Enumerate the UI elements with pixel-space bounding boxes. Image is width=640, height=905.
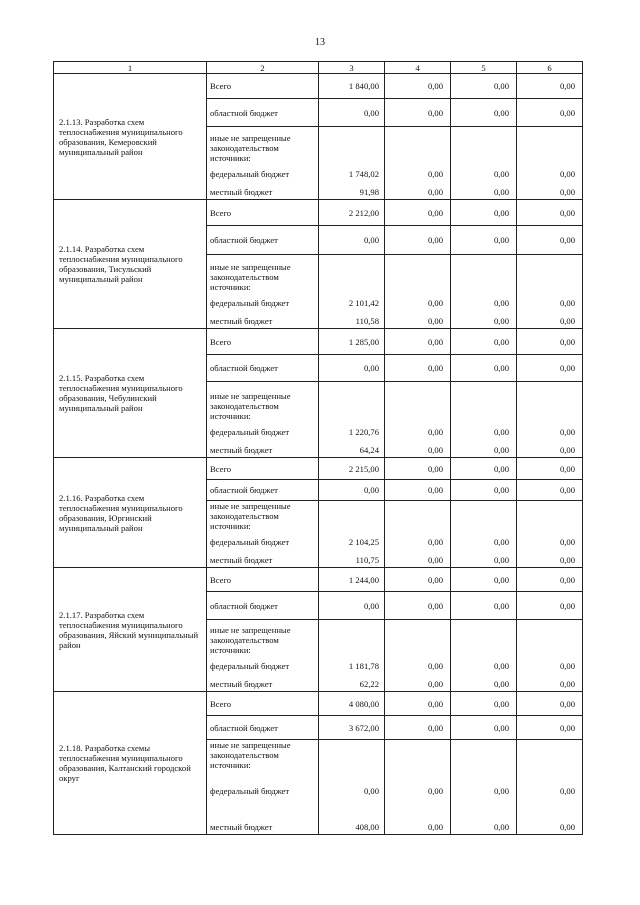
program-cell xyxy=(54,458,207,568)
local-amount: 0,00 xyxy=(493,187,509,197)
column-number: 4 xyxy=(385,62,451,74)
total-row xyxy=(54,568,583,592)
amount-stack-cell xyxy=(517,382,583,458)
federal-budget-label: федеральный бюджет xyxy=(210,298,290,308)
amount-cell: 0,00 xyxy=(451,568,517,592)
local-amount: 0,00 xyxy=(427,316,443,326)
amount-stack-cell xyxy=(451,501,517,568)
local-amount: 0,00 xyxy=(427,187,443,197)
amount-cell: 0,00 xyxy=(517,692,583,716)
source-label: Всего xyxy=(207,458,319,480)
funding-table xyxy=(53,61,583,835)
local-amount: 0,00 xyxy=(493,445,509,455)
amount-stack-cell xyxy=(385,620,451,692)
federal-amount: 0,00 xyxy=(559,661,575,671)
amount-stack-cell xyxy=(319,620,385,692)
federal-amount: 0,00 xyxy=(493,537,509,547)
federal-amount: 0,00 xyxy=(427,169,443,179)
local-amount: 0,00 xyxy=(493,555,509,565)
local-amount: 0,00 xyxy=(559,187,575,197)
amount-cell: 0,00 xyxy=(451,329,517,355)
other-sources-label: иные не запрещенные законодательством источники: xyxy=(210,501,291,531)
source-label: областной бюджет xyxy=(207,226,319,255)
federal-amount: 1 748,02 xyxy=(348,169,379,179)
amount-cell: 0,00 xyxy=(517,74,583,99)
program-cell xyxy=(54,329,207,458)
federal-amount: 1 181,78 xyxy=(348,661,379,671)
amount-cell: 0,00 xyxy=(451,200,517,226)
amount-cell: 0,00 xyxy=(517,226,583,255)
amount-cell: 0,00 xyxy=(517,592,583,620)
amount-cell: 0,00 xyxy=(451,355,517,382)
funding-table-body xyxy=(54,62,583,835)
source-label: областной бюджет xyxy=(207,716,319,740)
amount-cell: 0,00 xyxy=(385,200,451,226)
local-amount: 0,00 xyxy=(559,822,575,832)
program-cell xyxy=(54,200,207,329)
amount-cell: 0,00 xyxy=(385,74,451,99)
amount-stack-cell xyxy=(517,620,583,692)
amount-cell: 0,00 xyxy=(385,329,451,355)
amount-cell: 0,00 xyxy=(385,568,451,592)
column-number: 2 xyxy=(207,62,319,74)
amount-cell: 0,00 xyxy=(385,458,451,480)
federal-amount: 0,00 xyxy=(559,298,575,308)
source-label: Всего xyxy=(207,74,319,99)
total-row xyxy=(54,329,583,355)
column-number: 5 xyxy=(451,62,517,74)
local-budget-label: местный бюджет xyxy=(210,822,273,832)
source-label: областной бюджет xyxy=(207,355,319,382)
amount-stack-cell xyxy=(517,255,583,329)
amount-cell: 0,00 xyxy=(319,592,385,620)
amount-cell: 0,00 xyxy=(517,480,583,501)
local-amount: 0,00 xyxy=(427,445,443,455)
federal-amount: 0,00 xyxy=(493,661,509,671)
program-title: 2.1.16. Разработка схем теплоснабжения муниципального образования, Юргинский муниципальный район xyxy=(59,492,183,533)
amount-stack-cell xyxy=(319,382,385,458)
federal-budget-label: федеральный бюджет xyxy=(210,427,290,437)
federal-amount: 0,00 xyxy=(559,537,575,547)
program-cell xyxy=(54,74,207,200)
local-amount: 0,00 xyxy=(427,555,443,565)
other-sources-label: иные не запрещенные законодательством источники: xyxy=(210,391,291,421)
local-budget-label: местный бюджет xyxy=(210,187,273,197)
source-label: областной бюджет xyxy=(207,480,319,501)
federal-amount: 0,00 xyxy=(559,427,575,437)
amount-cell: 0,00 xyxy=(451,480,517,501)
amount-stack-cell xyxy=(385,382,451,458)
amount-stack-cell xyxy=(385,127,451,200)
local-amount: 91,98 xyxy=(359,187,379,197)
federal-budget-label: федеральный бюджет xyxy=(210,169,290,179)
amount-cell: 2 212,00 xyxy=(319,200,385,226)
federal-amount: 0,00 xyxy=(493,298,509,308)
total-row xyxy=(54,458,583,480)
federal-amount: 0,00 xyxy=(427,661,443,671)
amount-cell: 0,00 xyxy=(385,355,451,382)
source-label: Всего xyxy=(207,329,319,355)
other-sources-label: иные не запрещенные законодательством источники: xyxy=(210,262,291,292)
local-amount: 0,00 xyxy=(493,822,509,832)
federal-amount: 1 220,76 xyxy=(348,427,379,437)
local-amount: 408,00 xyxy=(355,822,379,832)
amount-cell: 0,00 xyxy=(451,99,517,127)
federal-amount: 2 101,42 xyxy=(348,298,379,308)
amount-cell: 0,00 xyxy=(385,692,451,716)
source-label: областной бюджет xyxy=(207,99,319,127)
sources-cell xyxy=(207,740,319,835)
local-amount: 0,00 xyxy=(559,445,575,455)
amount-cell: 0,00 xyxy=(385,480,451,501)
other-sources-label: иные не запрещенные законодательством источники: xyxy=(210,625,291,655)
amount-cell: 1 244,00 xyxy=(319,568,385,592)
amount-cell: 1 285,00 xyxy=(319,329,385,355)
local-amount: 0,00 xyxy=(427,679,443,689)
amount-cell: 0,00 xyxy=(517,200,583,226)
amount-cell: 0,00 xyxy=(385,99,451,127)
amount-cell: 0,00 xyxy=(319,99,385,127)
local-amount: 0,00 xyxy=(493,679,509,689)
federal-amount: 0,00 xyxy=(427,537,443,547)
other-sources-label: иные не запрещенные законодательством источники: xyxy=(210,740,291,770)
source-label: Всего xyxy=(207,692,319,716)
federal-budget-label: федеральный бюджет xyxy=(210,786,290,796)
column-number: 3 xyxy=(319,62,385,74)
amount-cell: 0,00 xyxy=(517,568,583,592)
program-title: 2.1.17. Разработка схем теплоснабжения муниципального образования, Яйский муниципальный район xyxy=(59,609,199,650)
other-sources-label: иные не запрещенные законодательством источники: xyxy=(210,133,291,163)
amount-stack-cell xyxy=(451,127,517,200)
total-row xyxy=(54,200,583,226)
local-budget-label: местный бюджет xyxy=(210,445,273,455)
amount-cell: 0,00 xyxy=(517,355,583,382)
program-title: 2.1.18. Разработка схемы теплоснабжения муниципального образования, Калтанский городской округ xyxy=(59,743,191,783)
total-row xyxy=(54,74,583,99)
amount-stack-cell xyxy=(319,255,385,329)
amount-stack-cell xyxy=(451,740,517,835)
federal-amount: 0,00 xyxy=(427,298,443,308)
page-number: 13 xyxy=(315,37,325,48)
local-amount: 64,24 xyxy=(359,445,379,455)
federal-amount: 0,00 xyxy=(493,169,509,179)
amount-cell: 3 672,00 xyxy=(319,716,385,740)
sources-cell xyxy=(207,127,319,200)
amount-stack-cell xyxy=(385,255,451,329)
amount-cell: 0,00 xyxy=(319,480,385,501)
column-numbers-row xyxy=(54,62,583,74)
amount-stack-cell xyxy=(385,501,451,568)
local-amount: 62,22 xyxy=(359,679,379,689)
amount-stack-cell xyxy=(385,740,451,835)
amount-cell: 0,00 xyxy=(517,329,583,355)
federal-amount: 0,00 xyxy=(559,786,575,796)
amount-cell: 0,00 xyxy=(451,592,517,620)
amount-cell: 0,00 xyxy=(451,716,517,740)
sources-cell xyxy=(207,255,319,329)
local-budget-label: местный бюджет xyxy=(210,555,273,565)
sources-cell xyxy=(207,382,319,458)
sources-cell xyxy=(207,501,319,568)
federal-amount: 0,00 xyxy=(493,427,509,437)
amount-cell: 0,00 xyxy=(451,226,517,255)
federal-amount: 0,00 xyxy=(559,169,575,179)
local-amount: 0,00 xyxy=(559,679,575,689)
amount-cell: 0,00 xyxy=(517,458,583,480)
program-title: 2.1.15. Разработка схем теплоснабжения муниципального образования, Чебулинский муниципальный район xyxy=(59,373,183,413)
sources-cell xyxy=(207,620,319,692)
federal-amount: 0,00 xyxy=(427,427,443,437)
amount-stack-cell xyxy=(319,740,385,835)
total-row xyxy=(54,692,583,716)
program-title: 2.1.14. Разработка схем теплоснабжения муниципального образования, Тисульский муниципальный район xyxy=(59,244,183,284)
local-amount: 0,00 xyxy=(559,555,575,565)
amount-cell: 0,00 xyxy=(319,355,385,382)
amount-cell: 0,00 xyxy=(385,592,451,620)
amount-stack-cell xyxy=(451,620,517,692)
amount-cell: 0,00 xyxy=(319,226,385,255)
amount-stack-cell xyxy=(319,127,385,200)
amount-stack-cell xyxy=(517,501,583,568)
amount-cell: 4 080,00 xyxy=(319,692,385,716)
federal-amount: 2 104,25 xyxy=(348,537,379,547)
local-amount: 0,00 xyxy=(493,316,509,326)
federal-budget-label: федеральный бюджет xyxy=(210,537,290,547)
amount-cell: 0,00 xyxy=(517,99,583,127)
federal-amount: 0,00 xyxy=(427,786,443,796)
amount-stack-cell xyxy=(451,382,517,458)
local-budget-label: местный бюджет xyxy=(210,679,273,689)
federal-amount: 0,00 xyxy=(363,786,379,796)
column-number: 6 xyxy=(517,62,583,74)
local-amount: 0,00 xyxy=(427,822,443,832)
amount-cell: 0,00 xyxy=(385,716,451,740)
amount-stack-cell xyxy=(517,127,583,200)
amount-cell: 2 215,00 xyxy=(319,458,385,480)
amount-stack-cell xyxy=(319,501,385,568)
amount-stack-cell xyxy=(517,740,583,835)
amount-cell: 0,00 xyxy=(451,458,517,480)
local-amount: 0,00 xyxy=(559,316,575,326)
federal-amount: 0,00 xyxy=(493,786,509,796)
amount-cell: 0,00 xyxy=(385,226,451,255)
federal-budget-label: федеральный бюджет xyxy=(210,661,290,671)
source-label: Всего xyxy=(207,200,319,226)
program-cell xyxy=(54,692,207,835)
amount-stack-cell xyxy=(451,255,517,329)
amount-cell: 0,00 xyxy=(517,716,583,740)
source-label: Всего xyxy=(207,568,319,592)
local-amount: 110,75 xyxy=(355,555,379,565)
amount-cell: 0,00 xyxy=(451,74,517,99)
source-label: областной бюджет xyxy=(207,592,319,620)
program-cell xyxy=(54,568,207,692)
amount-cell: 0,00 xyxy=(451,692,517,716)
local-amount: 110,58 xyxy=(355,316,379,326)
program-title: 2.1.13. Разработка схем теплоснабжения муниципального образования, Кемеровский муниципальный район xyxy=(59,116,183,157)
column-number: 1 xyxy=(54,62,207,74)
local-budget-label: местный бюджет xyxy=(210,316,273,326)
amount-cell: 1 840,00 xyxy=(319,74,385,99)
